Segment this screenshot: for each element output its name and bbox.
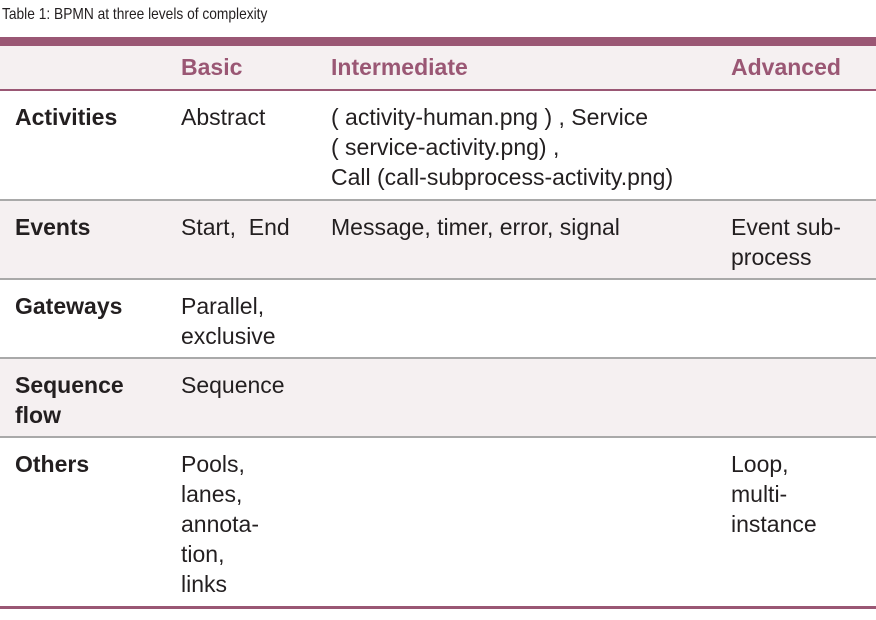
- row-category: Sequence flow: [15, 372, 124, 428]
- table-row-events: [0, 201, 876, 280]
- cell-basic: Abstract: [181, 104, 266, 130]
- table-row-others: [0, 438, 876, 609]
- row-category: Activities: [15, 104, 118, 130]
- table-caption: Table 1: BPMN at three levels of complexity: [2, 6, 268, 23]
- row-category: Gateways: [15, 293, 123, 319]
- cell-intermediate: ( activity-human.png ) , Service ( service-activity.png) , Call (call-subprocess-activity.png): [331, 104, 674, 190]
- table-row-activities: [0, 91, 876, 201]
- table-header-row: [0, 46, 876, 91]
- column-header-advanced: Advanced: [731, 54, 841, 80]
- cell-intermediate: Message, timer, error, signal: [331, 214, 620, 240]
- column-header-intermediate: Intermediate: [331, 54, 468, 80]
- cell-basic: Parallel, exclusive: [181, 293, 276, 349]
- cell-basic: Start, End: [181, 214, 290, 240]
- table-row-gateways: [0, 280, 876, 359]
- row-category: Others: [15, 451, 90, 477]
- cell-basic: Pools, lanes, annota- tion, links: [181, 451, 260, 597]
- cell-advanced: Loop, multi- instance: [731, 451, 817, 537]
- cell-advanced: Event sub- process: [731, 214, 841, 270]
- top-rule: [0, 37, 876, 46]
- table-row-sequence-flow: [0, 359, 876, 438]
- cell-basic: Sequence: [181, 372, 285, 398]
- column-header-basic: Basic: [181, 54, 243, 80]
- row-category: Events: [15, 214, 91, 240]
